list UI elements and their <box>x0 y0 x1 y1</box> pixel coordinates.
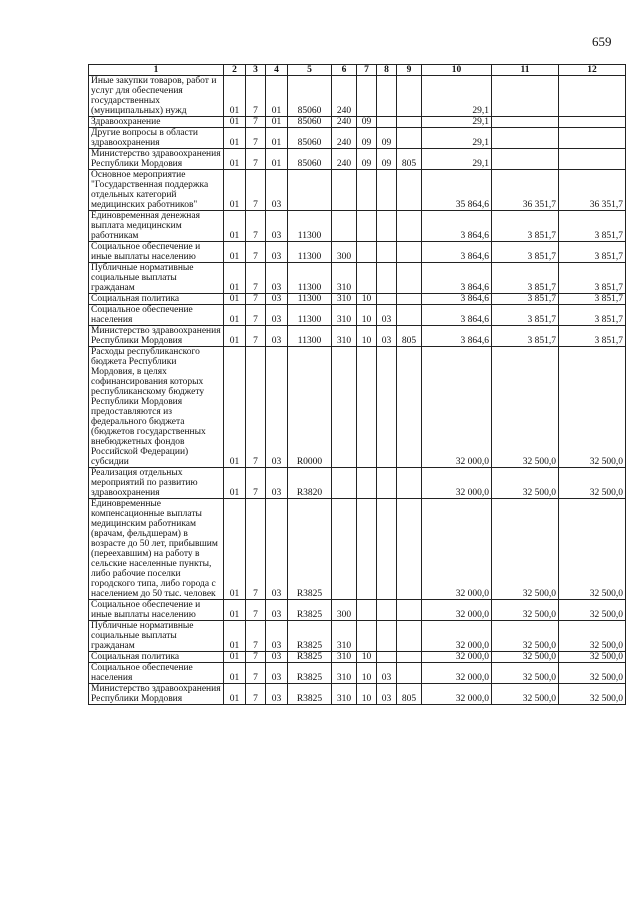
ministry-code-cell <box>397 652 422 663</box>
code-col3-cell: 7 <box>246 621 266 652</box>
section-cell: 10 <box>357 326 377 347</box>
ministry-code-cell: 805 <box>397 149 422 170</box>
subsection-cell <box>377 652 397 663</box>
amount-col10-cell: 3 864,6 <box>422 263 492 294</box>
table-row <box>89 468 626 499</box>
subsection-cell <box>377 263 397 294</box>
target-code-cell: 11300 <box>288 263 332 294</box>
subsection-cell <box>377 600 397 621</box>
header-row <box>89 65 626 76</box>
ministry-code-cell <box>397 242 422 263</box>
target-code-cell: 85060 <box>288 117 332 128</box>
expense-type-cell: 310 <box>332 684 357 705</box>
expense-type-cell <box>332 499 357 600</box>
subsection-cell <box>377 170 397 211</box>
expense-type-cell: 310 <box>332 652 357 663</box>
amount-col12-cell: 3 851,7 <box>559 294 626 305</box>
target-code-cell: R3820 <box>288 468 332 499</box>
ministry-code-cell <box>397 347 422 468</box>
amount-col10-cell: 29,1 <box>422 76 492 117</box>
expense-type-cell: 240 <box>332 128 357 149</box>
expense-type-cell: 310 <box>332 305 357 326</box>
amount-col12-cell: 3 851,7 <box>559 263 626 294</box>
amount-col10-cell: 32 000,0 <box>422 652 492 663</box>
amount-col11-cell: 32 500,0 <box>492 600 559 621</box>
column-header: 8 <box>377 65 397 76</box>
subsection-cell: 09 <box>377 128 397 149</box>
ministry-code-cell <box>397 170 422 211</box>
target-code-cell: 11300 <box>288 294 332 305</box>
amount-col10-cell: 32 000,0 <box>422 499 492 600</box>
code-col3-cell: 7 <box>246 499 266 600</box>
section-cell <box>357 242 377 263</box>
code-col2-cell: 01 <box>224 76 246 117</box>
code-col4-cell: 03 <box>266 652 288 663</box>
row-name: Министерство здравоохранения Республики Мордовия <box>89 326 224 347</box>
amount-col12-cell: 3 851,7 <box>559 211 626 242</box>
target-code-cell: 85060 <box>288 76 332 117</box>
table-row <box>89 263 626 294</box>
code-col4-cell: 01 <box>266 76 288 117</box>
section-cell: 10 <box>357 294 377 305</box>
amount-col12-cell: 32 500,0 <box>559 684 626 705</box>
expense-type-cell: 240 <box>332 76 357 117</box>
section-cell <box>357 621 377 652</box>
amount-col11-cell: 32 500,0 <box>492 468 559 499</box>
subsection-cell <box>377 117 397 128</box>
target-code-cell: 11300 <box>288 326 332 347</box>
table-row <box>89 621 626 652</box>
code-col3-cell: 7 <box>246 305 266 326</box>
amount-col12-cell: 32 500,0 <box>559 468 626 499</box>
expense-type-cell: 310 <box>332 663 357 684</box>
code-col4-cell: 01 <box>266 117 288 128</box>
amount-col12-cell: 32 500,0 <box>559 499 626 600</box>
code-col3-cell: 7 <box>246 347 266 468</box>
table-row <box>89 326 626 347</box>
row-name: Единовременная денежная выплата медицинским работникам <box>89 211 224 242</box>
row-name: Социальная политика <box>89 294 224 305</box>
table-row <box>89 499 626 600</box>
column-header: 5 <box>288 65 332 76</box>
page-number: 659 <box>592 34 612 49</box>
code-col3-cell: 7 <box>246 294 266 305</box>
target-code-cell: R0000 <box>288 347 332 468</box>
code-col3-cell: 7 <box>246 211 266 242</box>
section-cell: 10 <box>357 305 377 326</box>
code-col2-cell: 01 <box>224 652 246 663</box>
code-col4-cell: 03 <box>266 621 288 652</box>
code-col2-cell: 01 <box>224 663 246 684</box>
column-header: 3 <box>246 65 266 76</box>
code-col4-cell: 03 <box>266 294 288 305</box>
amount-col12-cell <box>559 128 626 149</box>
table-row <box>89 294 626 305</box>
column-header: 10 <box>422 65 492 76</box>
amount-col11-cell: 36 351,7 <box>492 170 559 211</box>
code-col2-cell: 01 <box>224 263 246 294</box>
amount-col11-cell: 3 851,7 <box>492 305 559 326</box>
table-row <box>89 211 626 242</box>
target-code-cell: R3825 <box>288 499 332 600</box>
amount-col12-cell: 32 500,0 <box>559 652 626 663</box>
code-col4-cell: 03 <box>266 211 288 242</box>
amount-col11-cell: 32 500,0 <box>492 684 559 705</box>
code-col2-cell: 01 <box>224 499 246 600</box>
amount-col11-cell <box>492 128 559 149</box>
section-cell <box>357 211 377 242</box>
column-header: 4 <box>266 65 288 76</box>
code-col2-cell: 01 <box>224 468 246 499</box>
code-col4-cell: 03 <box>266 663 288 684</box>
code-col3-cell: 7 <box>246 468 266 499</box>
section-cell <box>357 170 377 211</box>
code-col3-cell: 7 <box>246 76 266 117</box>
code-col2-cell: 01 <box>224 326 246 347</box>
section-cell <box>357 347 377 468</box>
section-cell: 09 <box>357 128 377 149</box>
code-col4-cell: 03 <box>266 263 288 294</box>
expense-type-cell: 240 <box>332 149 357 170</box>
ministry-code-cell <box>397 663 422 684</box>
ministry-code-cell <box>397 600 422 621</box>
amount-col10-cell: 29,1 <box>422 149 492 170</box>
amount-col10-cell: 29,1 <box>422 128 492 149</box>
amount-col12-cell: 32 500,0 <box>559 621 626 652</box>
code-col4-cell: 03 <box>266 468 288 499</box>
column-header: 11 <box>492 65 559 76</box>
expense-type-cell <box>332 347 357 468</box>
section-cell: 10 <box>357 663 377 684</box>
amount-col10-cell: 32 000,0 <box>422 347 492 468</box>
amount-col10-cell: 3 864,6 <box>422 305 492 326</box>
subsection-cell <box>377 242 397 263</box>
column-header: 7 <box>357 65 377 76</box>
section-cell: 09 <box>357 149 377 170</box>
amount-col11-cell: 32 500,0 <box>492 663 559 684</box>
column-header: 2 <box>224 65 246 76</box>
section-cell <box>357 499 377 600</box>
row-name: Социальное обеспечение и иные выплаты населению <box>89 242 224 263</box>
subsection-cell <box>377 211 397 242</box>
subsection-cell: 03 <box>377 684 397 705</box>
ministry-code-cell <box>397 117 422 128</box>
target-code-cell: 11300 <box>288 211 332 242</box>
table-row <box>89 600 626 621</box>
code-col3-cell: 7 <box>246 263 266 294</box>
budget-table <box>88 64 626 705</box>
target-code-cell: 11300 <box>288 305 332 326</box>
code-col2-cell: 01 <box>224 621 246 652</box>
target-code-cell: R3825 <box>288 663 332 684</box>
amount-col12-cell: 32 500,0 <box>559 347 626 468</box>
row-name: Социальная политика <box>89 652 224 663</box>
code-col3-cell: 7 <box>246 149 266 170</box>
ministry-code-cell: 805 <box>397 326 422 347</box>
amount-col11-cell: 3 851,7 <box>492 263 559 294</box>
ministry-code-cell <box>397 294 422 305</box>
code-col3-cell: 7 <box>246 600 266 621</box>
target-code-cell <box>288 170 332 211</box>
amount-col11-cell <box>492 149 559 170</box>
code-col3-cell: 7 <box>246 326 266 347</box>
code-col4-cell: 03 <box>266 305 288 326</box>
ministry-code-cell: 805 <box>397 684 422 705</box>
row-name: Реализация отдельных мероприятий по развитию здравоохранения <box>89 468 224 499</box>
code-col4-cell: 03 <box>266 170 288 211</box>
code-col4-cell: 03 <box>266 684 288 705</box>
subsection-cell <box>377 499 397 600</box>
table-row <box>89 149 626 170</box>
amount-col11-cell: 3 851,7 <box>492 326 559 347</box>
target-code-cell: R3825 <box>288 684 332 705</box>
subsection-cell <box>377 294 397 305</box>
subsection-cell: 03 <box>377 305 397 326</box>
amount-col10-cell: 29,1 <box>422 117 492 128</box>
table-row <box>89 76 626 117</box>
section-cell: 10 <box>357 652 377 663</box>
amount-col11-cell: 3 851,7 <box>492 211 559 242</box>
ministry-code-cell <box>397 128 422 149</box>
subsection-cell: 09 <box>377 149 397 170</box>
row-name: Социальное обеспечение населения <box>89 663 224 684</box>
table-row <box>89 170 626 211</box>
ministry-code-cell <box>397 263 422 294</box>
code-col3-cell: 7 <box>246 652 266 663</box>
row-name: Министерство здравоохранения Республики Мордовия <box>89 684 224 705</box>
code-col2-cell: 01 <box>224 117 246 128</box>
row-name: Министерство здравоохранения Республики Мордовия <box>89 149 224 170</box>
subsection-cell: 03 <box>377 326 397 347</box>
expense-type-cell: 310 <box>332 326 357 347</box>
code-col2-cell: 01 <box>224 347 246 468</box>
expense-type-cell: 300 <box>332 600 357 621</box>
expense-type-cell <box>332 170 357 211</box>
code-col3-cell: 7 <box>246 663 266 684</box>
amount-col10-cell: 32 000,0 <box>422 468 492 499</box>
amount-col11-cell: 32 500,0 <box>492 652 559 663</box>
row-name: Публичные нормативные социальные выплаты гражданам <box>89 621 224 652</box>
amount-col10-cell: 32 000,0 <box>422 663 492 684</box>
code-col2-cell: 01 <box>224 294 246 305</box>
row-name: Иные закупки товаров, работ и услуг для обеспечения государственных (муниципальных) нужд <box>89 76 224 117</box>
expense-type-cell: 240 <box>332 117 357 128</box>
code-col3-cell: 7 <box>246 684 266 705</box>
table-row <box>89 347 626 468</box>
column-header: 12 <box>559 65 626 76</box>
amount-col12-cell: 3 851,7 <box>559 305 626 326</box>
code-col2-cell: 01 <box>224 600 246 621</box>
ministry-code-cell <box>397 468 422 499</box>
ministry-code-cell <box>397 76 422 117</box>
target-code-cell: R3825 <box>288 621 332 652</box>
amount-col11-cell: 3 851,7 <box>492 242 559 263</box>
code-col2-cell: 01 <box>224 128 246 149</box>
subsection-cell <box>377 468 397 499</box>
row-name: Единовременные компенсационные выплаты медицинским работникам (врачам, фельдшерам) в возрасте до 50 лет, прибывшим (переехавшим) на работу в сельские населенные пункты, либо рабочие поселки городского типа, либо города с населением до 50 тыс. человек <box>89 499 224 600</box>
amount-col10-cell: 32 000,0 <box>422 684 492 705</box>
column-header: 9 <box>397 65 422 76</box>
table-row <box>89 117 626 128</box>
code-col3-cell: 7 <box>246 242 266 263</box>
amount-col10-cell: 3 864,6 <box>422 326 492 347</box>
ministry-code-cell <box>397 621 422 652</box>
expense-type-cell: 310 <box>332 621 357 652</box>
amount-col12-cell <box>559 149 626 170</box>
ministry-code-cell <box>397 499 422 600</box>
expense-type-cell: 310 <box>332 294 357 305</box>
amount-col11-cell <box>492 117 559 128</box>
target-code-cell: R3825 <box>288 600 332 621</box>
table-row <box>89 663 626 684</box>
table-row <box>89 305 626 326</box>
table-row <box>89 242 626 263</box>
code-col4-cell: 01 <box>266 149 288 170</box>
ministry-code-cell <box>397 211 422 242</box>
code-col4-cell: 03 <box>266 347 288 468</box>
ministry-code-cell <box>397 305 422 326</box>
code-col4-cell: 03 <box>266 242 288 263</box>
code-col2-cell: 01 <box>224 170 246 211</box>
expense-type-cell <box>332 468 357 499</box>
code-col2-cell: 01 <box>224 684 246 705</box>
target-code-cell: R3825 <box>288 652 332 663</box>
subsection-cell <box>377 347 397 468</box>
amount-col12-cell: 32 500,0 <box>559 600 626 621</box>
expense-type-cell <box>332 211 357 242</box>
amount-col10-cell: 3 864,6 <box>422 242 492 263</box>
section-cell <box>357 600 377 621</box>
amount-col11-cell: 32 500,0 <box>492 499 559 600</box>
amount-col10-cell: 32 000,0 <box>422 600 492 621</box>
column-header: 1 <box>89 65 224 76</box>
row-name: Другие вопросы в области здравоохранения <box>89 128 224 149</box>
amount-col12-cell: 32 500,0 <box>559 663 626 684</box>
row-name: Здравоохранение <box>89 117 224 128</box>
subsection-cell <box>377 76 397 117</box>
amount-col11-cell: 32 500,0 <box>492 347 559 468</box>
code-col2-cell: 01 <box>224 242 246 263</box>
row-name: Социальное обеспечение и иные выплаты населению <box>89 600 224 621</box>
amount-col10-cell: 3 864,6 <box>422 211 492 242</box>
amount-col12-cell: 3 851,7 <box>559 242 626 263</box>
row-name: Расходы республиканского бюджета Республики Мордовия, в целях софинансирования которых республиканскому бюджету Республики Мордовия предоставляются из федерального бюджета (бюджетов государственных внебюджетных фондов Российской Федерации) субсидии <box>89 347 224 468</box>
amount-col12-cell <box>559 76 626 117</box>
section-cell: 09 <box>357 117 377 128</box>
table-row <box>89 652 626 663</box>
amount-col11-cell <box>492 76 559 117</box>
amount-col12-cell: 36 351,7 <box>559 170 626 211</box>
code-col4-cell: 03 <box>266 600 288 621</box>
row-name: Социальное обеспечение населения <box>89 305 224 326</box>
code-col2-cell: 01 <box>224 211 246 242</box>
code-col3-cell: 7 <box>246 170 266 211</box>
code-col3-cell: 7 <box>246 128 266 149</box>
amount-col12-cell: 3 851,7 <box>559 326 626 347</box>
target-code-cell: 11300 <box>288 242 332 263</box>
section-cell: 10 <box>357 684 377 705</box>
code-col2-cell: 01 <box>224 305 246 326</box>
amount-col12-cell <box>559 117 626 128</box>
expense-type-cell: 300 <box>332 242 357 263</box>
table-row <box>89 128 626 149</box>
amount-col11-cell: 3 851,7 <box>492 294 559 305</box>
target-code-cell: 85060 <box>288 128 332 149</box>
subsection-cell <box>377 621 397 652</box>
amount-col10-cell: 3 864,6 <box>422 294 492 305</box>
amount-col10-cell: 35 864,6 <box>422 170 492 211</box>
expense-type-cell: 310 <box>332 263 357 294</box>
section-cell <box>357 263 377 294</box>
target-code-cell: 85060 <box>288 149 332 170</box>
code-col4-cell: 03 <box>266 499 288 600</box>
section-cell <box>357 468 377 499</box>
section-cell <box>357 76 377 117</box>
code-col3-cell: 7 <box>246 117 266 128</box>
table-row <box>89 684 626 705</box>
code-col4-cell: 03 <box>266 326 288 347</box>
amount-col10-cell: 32 000,0 <box>422 621 492 652</box>
code-col2-cell: 01 <box>224 149 246 170</box>
code-col4-cell: 01 <box>266 128 288 149</box>
subsection-cell: 03 <box>377 663 397 684</box>
amount-col11-cell: 32 500,0 <box>492 621 559 652</box>
column-header: 6 <box>332 65 357 76</box>
row-name: Основное мероприятие "Государственная поддержка отдельных категорий медицинских работников" <box>89 170 224 211</box>
row-name: Публичные нормативные социальные выплаты гражданам <box>89 263 224 294</box>
table-body <box>89 76 626 705</box>
